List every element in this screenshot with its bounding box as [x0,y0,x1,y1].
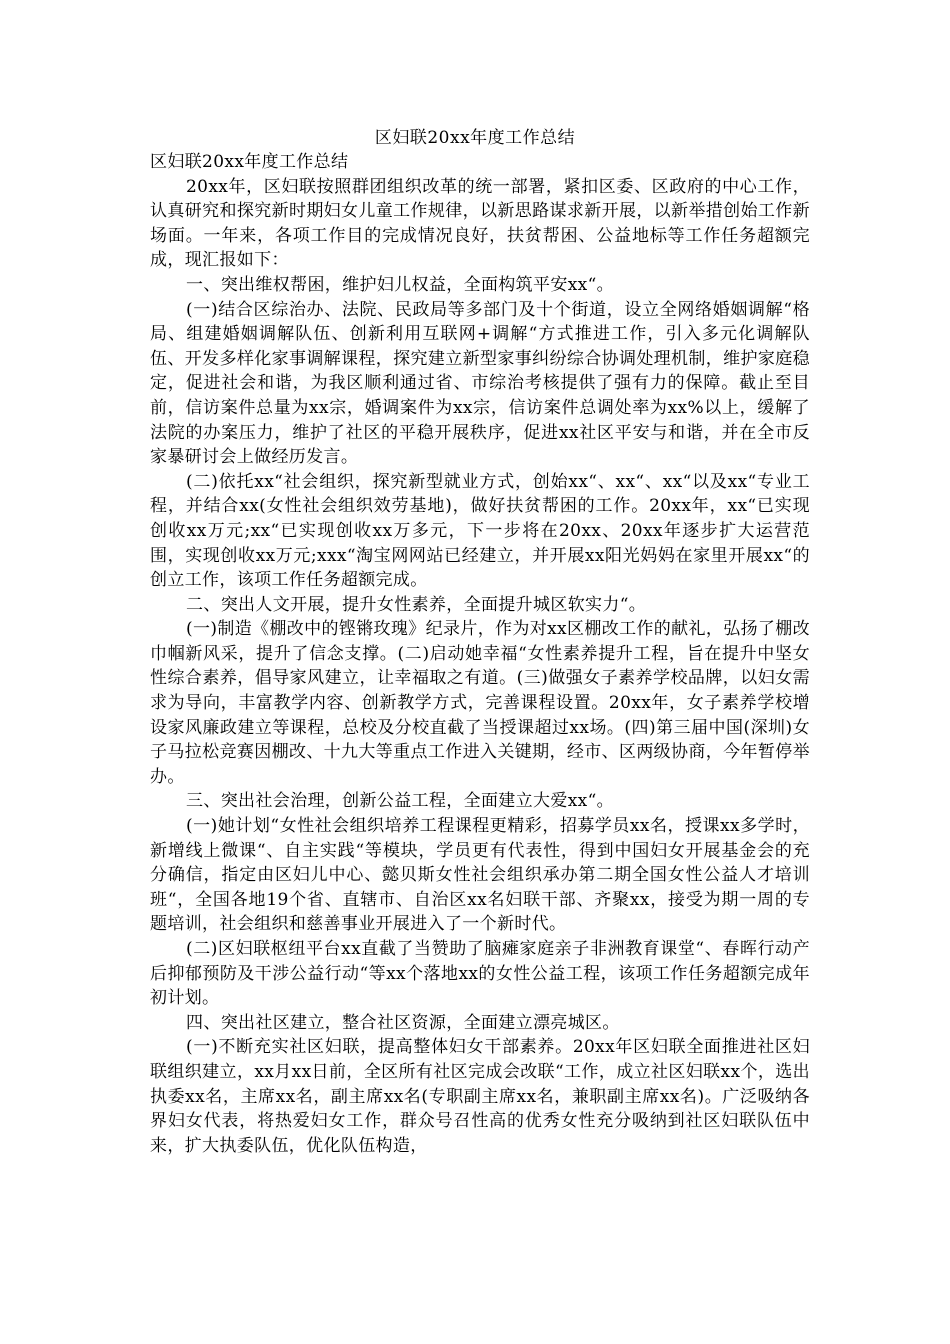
paragraph-1-2: (二)依托xx“社会组织，探究新型就业方式，创始xx“、xx“、xx“以及xx“专业工程，并结合xx(女性社会组织效劳基地)，做好扶贫帮困的工作。20xx年，xx“已实现创收xx万元;xx“已实现创收xx万多元，下一步将在20xx、20xx年逐步扩大运营范围，实现创收xx万元;xxx“淘宝网网站已经建立，并开展xx阳光妈妈在家里开展xx“的创立工作，该项工作任务超额完成。 [150,471,810,591]
paragraph-3-2: (二)区妇联枢纽平台xx直截了当赞助了脑瘫家庭亲子非洲教育课堂“、春晖行动产后抑郁预防及干涉公益行动“等xx个落地xx的女性公益工程，该项工作任务超额完成年初计划。 [150,939,810,1009]
document-body [150,150,810,1158]
section-heading-4: 四、突出社区建立，整合社区资源，全面建立漂亮城区。 [186,1012,620,1033]
paragraph-2-1: (一)制造《棚改中的铿锵玫瑰》纪录片，作为对xx区棚改工作的献礼，弘扬了棚改巾帼新风采，提升了信念支撑。(二)启动她幸福“女性素养提升工程，旨在提升中坚女性综合素养，倡导家风建立，让幸福取之有道。(三)做强女子素养学校品牌，以妇女需求为导向，丰富教学内容、创新教学方式，完善课程设置。20xx年，女子素养学校增设家风廉政建立等课程，总校及分校直截了当授课超过xx场。(四)第三届中国(深圳)女子马拉松竞赛因棚改、十九大等重点工作进入关键期，经市、区两级协商，今年暂停举办。 [150,619,810,787]
paragraph-3-1: (一)她计划“女性社会组织培养工程课程更精彩，招募学员xx名，授课xx多学时，新增线上微课“、自主实践“等模块，学员更有代表性，得到中国妇女开展基金会的充分确信，指定由区妇儿中心、懿贝斯女性社会组织承办第二期全国女性公益人才培训班“，全国各地19个省、直辖市、自治区xx名妇联干部、齐聚xx，接受为期一周的专题培训，社会组织和慈善事业开展进入了一个新时代。 [150,816,810,935]
paragraph-4-1: (一)不断充实社区妇联，提高整体妇女干部素养。20xx年区妇联全面推进社区妇联组织建立，xx月xx日前，全区所有社区完成会改联“工作，成立社区妇联xx个，选出执委xx名，主席xx名，副主席xx名(专职副主席xx名，兼职副主席xx名)。广泛吸纳各界妇女代表，将热爱妇女工作，群众号召性高的优秀女性充分吸纳到社区妇联队伍中来，扩大执委队伍，优化队伍构造， [150,1037,810,1156]
section-heading-2: 二、突出人文开展，提升女性素养，全面提升城区软实力“。 [186,594,647,615]
section-heading-1: 一、突出维权帮困，维护妇儿权益，全面构筑平安xx“。 [186,274,614,295]
document-title: 区妇联20xx年度工作总结 [374,128,576,148]
document-subtitle: 区妇联20xx年度工作总结 [150,152,349,172]
section-heading-3: 三、突出社会治理，创新公益工程，全面建立大爱xx“。 [186,791,614,812]
paragraph-1-1: (一)结合区综治办、法院、民政局等多部门及十个街道，设立全网络婚姻调解“格局、组建婚姻调解队伍、创新利用互联网+调解“方式推进工作，引入多元化调解队伍、开发多样化家事调解课程，探究建立新型家事纠纷综合协调处理机制，维护家庭稳定，促进社会和谐，为我区顺利通过省、市综治考核提供了强有力的保障。截止至目前，信访案件总量为xx宗，婚调案件为xx宗，信访案件总调处率为xx%以上，缓解了法院的办案压力，维护了社区的平稳开展秩序，促进xx社区平安与和谐，并在全市反家暴研讨会上做经历发言。 [150,299,810,468]
paragraph-intro: 20xx年，区妇联按照群团组织改革的统一部署，紧扣区委、区政府的中心工作，认真研究和探究新时期妇女儿童工作规律，以新思路谋求新开展，以新举措创始工作新场面。一年来，各项工作目的完成情况良好，扶贫帮困、公益地标等工作任务超额完成，现汇报如下： [150,176,810,271]
